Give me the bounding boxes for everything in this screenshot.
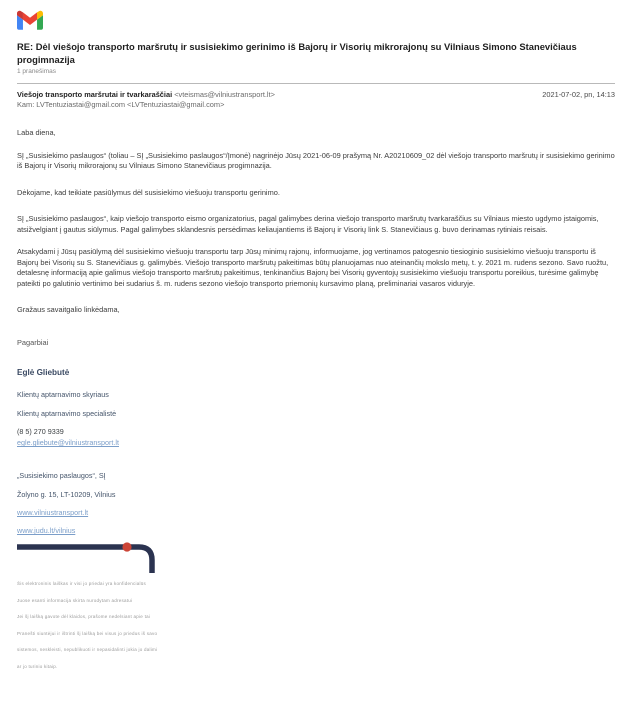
paragraph-2: Dėkojame, kad teikiate pasiūlymus dėl susisiekimo viešuoju transportu gerinimo. xyxy=(17,187,280,197)
website-link-vilniustransport[interactable]: www.vilniustransport.lt xyxy=(17,508,89,518)
disclaimer-line: Jei šį laišką gavote dėl klaidos, prašome nedelsiant apie tai xyxy=(17,614,151,620)
divider xyxy=(17,83,615,84)
signature-company: „Susisiekimo paslaugos“, SĮ xyxy=(17,471,106,481)
email-subject: RE: Dėl viešojo transporto maršrutų ir susisiekimo gerinimo iš Bajorų ir Visorių mikrorajonų su Vilniaus Simono Stanevičiaus progimnazija xyxy=(17,41,577,65)
sender-email: <vteismas@vilniustransport.lt> xyxy=(174,90,275,99)
sender-name: Viešojo transporto maršrutai ir tvarkaraščiai xyxy=(17,90,173,99)
disclaimer-line: Juose esanti informacija skirta nurodytam adresatui xyxy=(17,597,133,603)
regards-line: Pagarbiai xyxy=(17,337,49,347)
message-date: 2021-07-02, pn, 14:13 xyxy=(542,90,615,99)
gmail-logo-icon xyxy=(17,10,43,30)
signature-phone: (8 5) 270 9339 xyxy=(17,427,64,437)
signature-email-link[interactable]: egle.gliebute@vilniustransport.lt xyxy=(17,438,119,448)
greeting: Laba diena, xyxy=(17,128,56,138)
paragraph-4: Atsakydami į Jūsų pasiūlymą dėl susisiekimo viešuoju transportu tarp Jūsų minimų rajonų, informuojame, jog vertinamos patogesnio tiesioginio susisiekimo viešuoju transportu iš Bajorų bei Visorių su S. Stanevičiaus g. galimybės. Viešojo transporto maršrutų pakeitimas būtų planuojamas nuo ateinančių mokslo metų, t. y. 2021 m. rudens sezono. Savo ruožtu, detalesnę informaciją apie galimus viešojo transporto maršrutų pakeitimus, tenkinančius Bajorų bei Visorių gyventojų susisiekimo viešuoju transportu poreikius, turėsime galimybę pateikti po galutinio vertinimo bei sudarius š. m. rudens sezono viešojo transporto priemonių kursavimo planą, preliminariai vasaros viduryje. xyxy=(17,247,609,288)
sender-line xyxy=(17,90,275,100)
paragraph-3: SĮ „Susisiekimo paslaugos“, kaip viešojo transporto eismo organizatorius, pagal galimybes derina viešojo transporto maršrutų tvarkaraščius su Vilniaus miesto ugdymo įstaigomis, atsižvelgiant į gautus siūlymus. Pagal galimybes sklandesnis persėdimas keliaujantiems iš Bajorų ir Visorių link S. Stanevičiaus g. buvo derinamas rytiniais reisais. xyxy=(17,214,599,234)
website-link-judu[interactable]: www.judu.lt/vilnius xyxy=(17,526,76,536)
signature-address: Žolyno g. 15, LT-10209, Vilnius xyxy=(17,490,116,500)
closing-line: Gražaus savaitgalio linkėdama, xyxy=(17,305,120,315)
disclaimer-line: ar jo turinio kitaip. xyxy=(17,663,58,669)
message-header xyxy=(17,90,615,109)
message-count: 1 pranešimas xyxy=(17,68,57,75)
route-line-graphic xyxy=(0,540,200,578)
disclaimer-line: Pranešti siuntėjui ir ištrinti šį laišką bei visus jo priedus iš savo xyxy=(17,630,158,636)
email-body xyxy=(17,128,615,348)
paragraph-1: SĮ „Susisiekimo paslaugos“ (toliau – SĮ „Susisiekimo paslaugos“/Įmonė) nagrinėjo Jūsų 2021-06-09 prašymą Nr. A20210609_02 dėl viešojo transporto maršrutų ir susisiekimo gerinimo iš Bajorų ir Visorių mikrorajonų su Vilniaus Simono Stanevičiaus progimnazija. xyxy=(17,150,615,171)
signature-role: Klientų aptarnavimo specialistė xyxy=(17,409,117,419)
signature-name: Eglė Gliebutė xyxy=(17,368,70,378)
disclaimer-line: sistemos, neskleisti, nepublikuoti ir nepasidalinti jokia jo dalimi xyxy=(17,647,158,653)
disclaimer-line: Šis elektroninis laiškas ir visi jo priedai yra konfidencialūs xyxy=(17,581,147,587)
signature-block xyxy=(17,368,615,535)
signature-department: Klientų aptarnavimo skyriaus xyxy=(17,390,109,400)
recipient-line: Kam: LVTentuziastai@gmail.com <LVTentuziastai@gmail.com> xyxy=(17,99,225,109)
legal-disclaimer xyxy=(17,581,615,669)
